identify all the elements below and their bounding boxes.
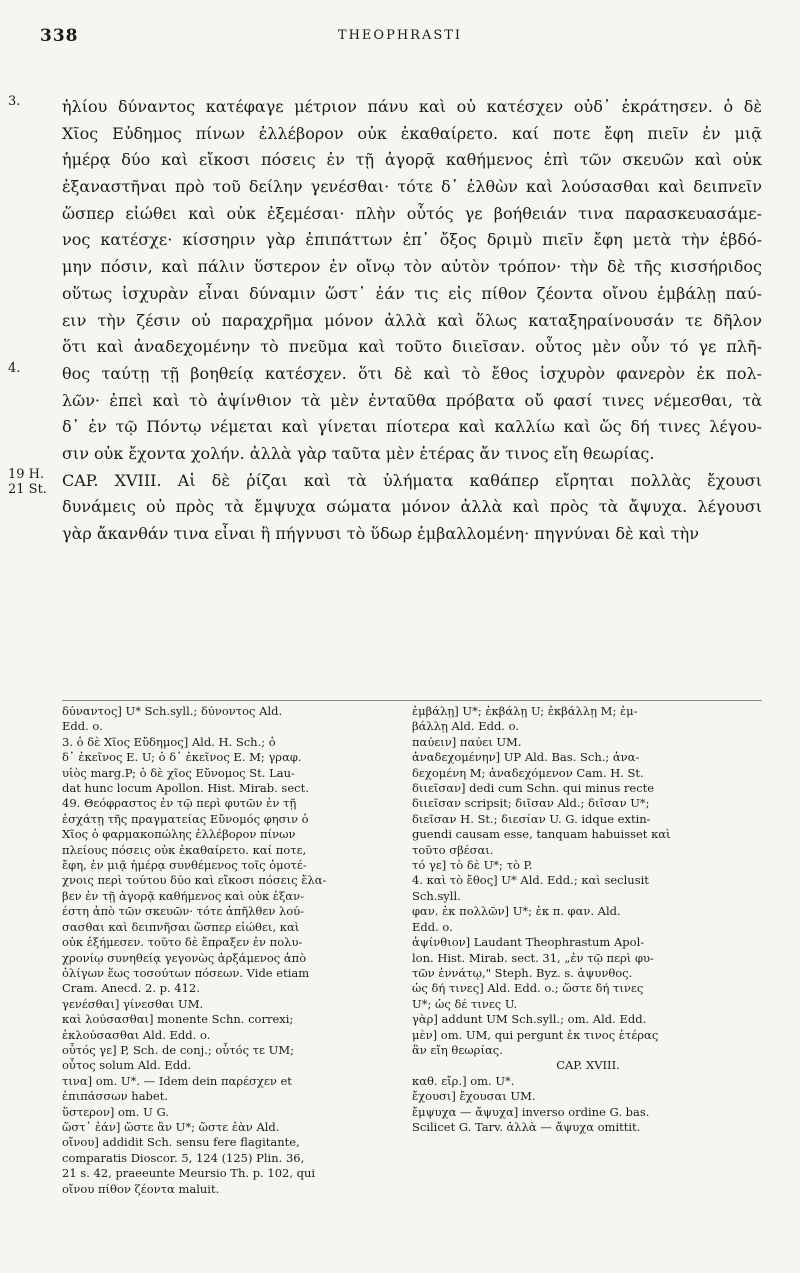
apparatus-line: ἔφη, ἐν μιᾷ ἡμέρᾳ συνθέμενος τοῖς ὁμοτέ- <box>62 858 307 873</box>
text-line: δ᾽ ἐν τῷ Πόντῳ νέμεται καὶ γίνεται πίοτερα καὶ καλλίω καὶ ὥς δή τινες λέγου- <box>62 417 762 437</box>
text-line: Χῖος Εὐδημος πίνων ἐλλέβορον οὐκ ἐκαθαίρετο. καί ποτε ἔφη πιεῖν ἐν μιᾷ <box>62 123 762 143</box>
apparatus-line: Χῖος ὁ φαρμακοπώλης ἐλλέβορον πίνων <box>62 827 296 842</box>
apparatus-line: Scilicet G. Tarv. ἀλλὰ — ἄψυχα omittit. <box>412 1119 641 1134</box>
apparatus-right-column <box>412 704 764 1135</box>
footnote-divider <box>62 700 762 701</box>
apparatus-line: 4. καὶ τὸ ἔθος] U* Ald. Edd.; καὶ seclusit <box>412 873 649 888</box>
apparatus-line: διιεῖσαν] dedi cum Schn. qui minus recte <box>412 781 655 796</box>
margin-ref-hoffmann: 19 H. <box>8 467 45 482</box>
apparatus-line: οὐκ ἐξήμεσεν. τοῦτο δὲ ἔπραξεν ἐν πολυ- <box>62 935 303 950</box>
apparatus-line: οἴνου] addidit Sch. sensu fere flagitante, <box>62 1135 300 1150</box>
apparatus-line: dat hunc locum Apollon. Hist. Mirab. sect. <box>62 781 309 796</box>
apparatus-line: ὡς δή τινες] Ald. Edd. o.; ὥστε δή τινες <box>412 981 644 996</box>
apparatus-line: καὶ λούσασθαι] monente Schn. correxi; <box>62 1012 294 1027</box>
apparatus-line: υἱὸς marg.P; ὁ δὲ χῖος Εὔνομος St. Lau- <box>62 765 295 780</box>
apparatus-line: τινα] om. U*. — Idem dein παρέσχεν et <box>62 1073 292 1088</box>
running-head: THEOPHRASTI <box>337 28 463 43</box>
apparatus-line: ἐμβάλῃ] U*; ἐκβάλῃ U; ἐκβάλλῃ M; ἐμ- <box>412 704 638 718</box>
apparatus-line: τῶν ἐννάτῳ," Steph. Byz. s. ἀψυνθος. <box>412 965 633 980</box>
apparatus-line: comparatis Dioscor. 5, 124 (125) Plin. 36, <box>62 1150 305 1165</box>
apparatus-line: Cram. Anecd. 2. p. 412. <box>62 981 200 996</box>
margin-section-3: 3. <box>8 94 21 109</box>
apparatus-line: καθ. εἴρ.] om. U*. <box>412 1073 515 1088</box>
apparatus-line: τό γε] τὸ δὲ U*; τὸ P. <box>412 858 533 873</box>
apparatus-line: lon. Hist. Mirab. sect. 31, „ἐν τῷ περὶ φυ- <box>412 950 654 965</box>
text-line: σιν οὐκ ἔχοντα χολήν. ἀλλὰ γὰρ ταῦτα μὲν ἑτέρας ἄν τινος εἴη θεωρίας. <box>62 443 655 463</box>
margin-section-4: 4. <box>8 361 21 376</box>
page-number: 338 <box>40 26 79 46</box>
apparatus-line: ἐκλούσασθαι Ald. Edd. o. <box>62 1027 211 1042</box>
main-text <box>62 94 762 548</box>
apparatus-line: Edd. o. <box>62 719 103 734</box>
apparatus-line: CAP. XVIII. <box>556 1058 620 1073</box>
apparatus-line: οὗτός γε] P, Sch. de conj.; οὗτός τε UM; <box>62 1042 294 1057</box>
text-line: θος ταύτῃ τῇ βοηθείᾳ κατέσχεν. ὅτι δὲ καὶ τὸ ἔθος ἰσχυρὸν φανερὸν ἐκ πολ- <box>62 363 762 383</box>
apparatus-line: ἔχουσι] ἔχουσαι UM. <box>412 1089 536 1104</box>
apparatus-line: χρονίῳ συνηθείᾳ γεγονὼς ἀρξάμενος ἀπὸ <box>62 950 307 965</box>
margin-ref-stephanus: 21 St. <box>8 482 47 497</box>
apparatus-line: έστη ἀπὸ τῶν σκευῶν· τότε ἀπῆλθεν λού- <box>62 904 305 919</box>
apparatus-line: διεῖσαν H. St.; διεσίαν U. G. idque extin- <box>412 811 651 826</box>
text-line: λῶν· ἐπεὶ καὶ τὸ ἀψίνθιον τὰ μὲν ἐνταῦθα πρόβατα οὔ φασί τινες νέμεσθαι, τὰ <box>62 390 762 410</box>
apparatus-line: σασθαι καὶ δειπνῆσαι ὥσπερ εἰώθει, καὶ <box>62 919 300 934</box>
apparatus-line: ἔμψυχα — ἄψυχα] inverso ordine G. bas. <box>412 1104 650 1119</box>
text-line: νος κατέσχε· κίσσηριν γὰρ ἐπιπάττων ἐπ᾽ ὄξος δριμὺ πιεῖν ἔφη μετὰ τὴν ἑβδό- <box>62 230 762 250</box>
apparatus-line: βεν ἐν τῇ ἀγορᾷ καθήμενος καὶ οὐκ ἐξαν- <box>62 888 304 903</box>
apparatus-line: παύειν] παύει UM. <box>412 734 522 749</box>
apparatus-line: τοῦτο σβέσαι. <box>412 842 494 857</box>
apparatus-line: γενέσθαι] γίνεσθαι UM. <box>62 996 204 1011</box>
apparatus-line: οἴνου πίθον ζέοντα maluit. <box>62 1181 220 1196</box>
text-line: ειν τὴν ζέσιν οὐ παραχρῆμα μόνον ἀλλὰ καὶ ὅλως καταξηραίνουσάν τε δῆλον <box>62 310 762 330</box>
apparatus-line: ἐπιπάσσων habet. <box>62 1089 168 1104</box>
apparatus-line: βάλλῃ Ald. Edd. o. <box>412 719 519 734</box>
text-line: ὅτι καὶ ἀναδεχομένην τὸ πνεῦμα καὶ τοῦτο διιεῖσαν. οὗτος μὲν οὖν τό γε πλῆ- <box>62 337 762 357</box>
apparatus-line: διιεῖσαν scripsit; διῖσαν Ald.; διῖσαν U*; <box>412 796 650 811</box>
text-line: ἐξαναστῆναι πρὸ τοῦ δείλην γενέσθαι· τότε δ᾽ ἐλθὼν καὶ λούσασθαι καὶ δειπνεῖν <box>62 177 762 197</box>
apparatus-line: ὥστ᾽ ἐάν] ὥστε ἂν U*; ὥστε ἐὰν Ald. <box>62 1119 280 1134</box>
apparatus-line: ἂν εἴη θεωρίας. <box>412 1042 503 1057</box>
text-line: ἡλίου δύναντος κατέφαγε μέτριον πάνυ καὶ οὐ κατέσχεν οὐδ᾽ ἐκράτησεν. ὁ δὲ <box>62 97 762 116</box>
apparatus-line: γὰρ] addunt UM Sch.syll.; om. Ald. Edd. <box>412 1012 647 1027</box>
apparatus-line: Edd. o. <box>412 919 453 934</box>
page-header <box>40 26 760 48</box>
apparatus-line: ἀψίνθιον] Laudant Theophrastum Apol- <box>412 935 645 950</box>
apparatus-line: U*; ὡς δέ τινες U. <box>412 996 518 1011</box>
text-line: οὕτως ἰσχυρὰν εἶναι δύναμιν ὥστ᾽ ἐάν τις εἰς πίθον ζέοντα οἴνου ἐμβάλῃ παύ- <box>62 283 762 303</box>
apparatus-line: δύναντος] U* Sch.syll.; δύνοντος Ald. <box>62 704 283 718</box>
apparatus-line: 21 s. 42, praeeunte Meursio Th. p. 102, qui <box>62 1166 316 1181</box>
apparatus-line: ἀναδεχομένην] UP Ald. Bas. Sch.; ἀνα- <box>412 750 640 765</box>
apparatus-line: δεχομένη M; ἀναδεχόμενον Cam. H. St. <box>412 765 644 780</box>
apparatus-line: Sch.syll. <box>412 888 461 903</box>
apparatus-line: μὲν] om. UM, qui pergunt ἐκ τινος ἑτέρας <box>412 1027 659 1042</box>
text-line: γὰρ ἄκανθάν τινα εἶναι ἣ πήγνυσι τὸ ὕδωρ ἐμβαλλομένη· πηγνύναι δὲ καὶ τὴν <box>62 524 699 543</box>
apparatus-line: ὀλίγων ἕως τοσούτων πόσεων. Vide etiam <box>62 965 310 980</box>
text-line: μην πόσιν, καὶ πάλιν ὕστερον ἐν οἴνῳ τὸν αὐτὸν τρόπον· τὴν δὲ τῆς κισσήριδος <box>62 257 762 277</box>
apparatus-line: guendi causam esse, tanquam habuisset καὶ <box>412 827 671 842</box>
text-line: CAP. XVIII. Αἱ δὲ ῥίζαι καὶ τὰ ὑλήματα καθάπερ εἴρηται πολλὰς ἔχουσι <box>62 470 762 490</box>
apparatus-line: φαν. ἐκ πολλῶν] U*; ἐκ π. φαν. Ald. <box>412 904 621 919</box>
apparatus-left-column <box>62 704 392 1197</box>
apparatus-line: 3. ὁ δὲ Χῖος Εὔδημος] Ald. H. Sch.; ὁ <box>62 734 276 749</box>
apparatus-line: οὗτος solum Ald. Edd. <box>62 1058 192 1073</box>
apparatus-line: ὕστερον] om. U G. <box>62 1104 169 1119</box>
apparatus-line: δ᾽ ἐκεῖνος E. U; ὁ δ᾽ ἐκεῖνος E. M; γραφ. <box>62 750 302 765</box>
apparatus-line: πλείους πόσεις οὐκ ἐκαθαίρετο. καί ποτε, <box>62 842 307 857</box>
text-line: ἡμέρᾳ δύο καὶ εἴκοσι πόσεις ἐν τῇ ἀγορᾷ καθήμενος ἐπὶ τῶν σκευῶν καὶ οὐκ <box>62 150 762 170</box>
text-line: δυνάμεις οὐ πρὸς τὰ ἔμψυχα σώματα μόνον ἀλλὰ καὶ πρὸς τὰ ἄψυχα. λέγουσι <box>62 497 762 517</box>
apparatus-line: ἐσχάτῃ τῆς πραγματείας Εὔνομός φησιν ὁ <box>62 811 309 826</box>
text-line: ὥσπερ εἰώθει καὶ οὐκ ἐξεμέσαι· πλὴν οὗτός γε βοήθειάν τινα παρασκευασάμε- <box>62 203 762 223</box>
apparatus-line: χνοις περὶ τούτου δύο καὶ εἴκοσι πόσεις ἔλα- <box>62 873 327 888</box>
apparatus-line: 49. Θεόφραστος ἐν τῷ περὶ φυτῶν ἐν τῇ <box>62 796 297 811</box>
